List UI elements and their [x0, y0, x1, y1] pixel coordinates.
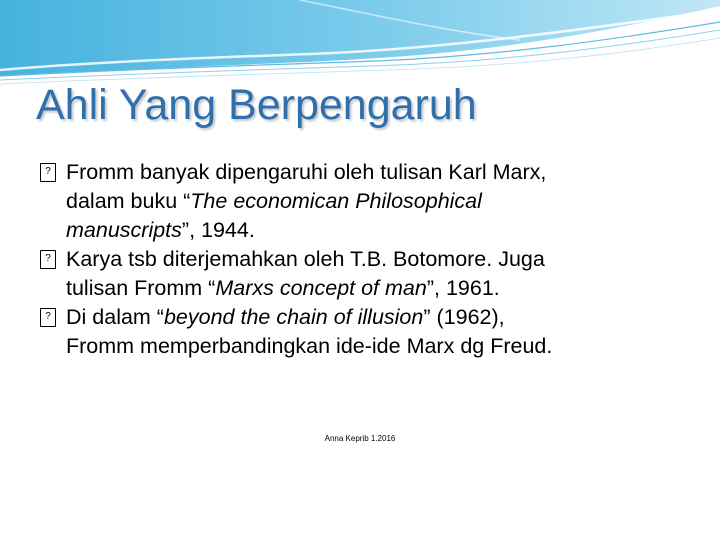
bullet-text: Karya tsb diterjemahkan oleh T.B. Botomore. Juga [66, 247, 545, 271]
bullet-list [38, 158, 698, 361]
italic-text: Marxs concept of man [215, 276, 427, 300]
slide-title: Ahli Yang Berpengaruh [36, 81, 477, 129]
italic-text: manuscripts [66, 218, 182, 242]
bullet-line [66, 245, 698, 274]
bullet-text: ”, 1944. [181, 218, 255, 242]
bullet-marker-icon: ? [40, 250, 56, 269]
bullet-item [38, 245, 698, 303]
bullet-item [38, 158, 698, 245]
bullet-text: Fromm memperbandingkan ide-ide Marx dg Freud. [66, 334, 553, 358]
italic-text: The economican Philosophical [190, 189, 482, 213]
bullet-line [66, 216, 698, 245]
footer-note: Anna Keprib 1.2016 [324, 434, 396, 443]
bullet-text: Di dalam “ [66, 305, 164, 329]
bullet-text: tulisan Fromm “ [66, 276, 216, 300]
bullet-line [66, 187, 698, 216]
italic-text: beyond the chain of illusion [163, 305, 424, 329]
bullet-marker-icon: ? [40, 308, 56, 327]
bullet-marker-icon: ? [40, 163, 56, 182]
bullet-line [66, 274, 698, 303]
bullet-text: ” (1962), [423, 305, 505, 329]
bullet-text: Fromm banyak dipengaruhi oleh tulisan Karl Marx, [66, 160, 547, 184]
bullet-text: dalam buku “ [66, 189, 191, 213]
bullet-item [38, 303, 698, 361]
bullet-line [66, 158, 698, 187]
bullet-line [66, 332, 698, 361]
bullet-text: ”, 1961. [426, 276, 500, 300]
bullet-line [66, 303, 698, 332]
